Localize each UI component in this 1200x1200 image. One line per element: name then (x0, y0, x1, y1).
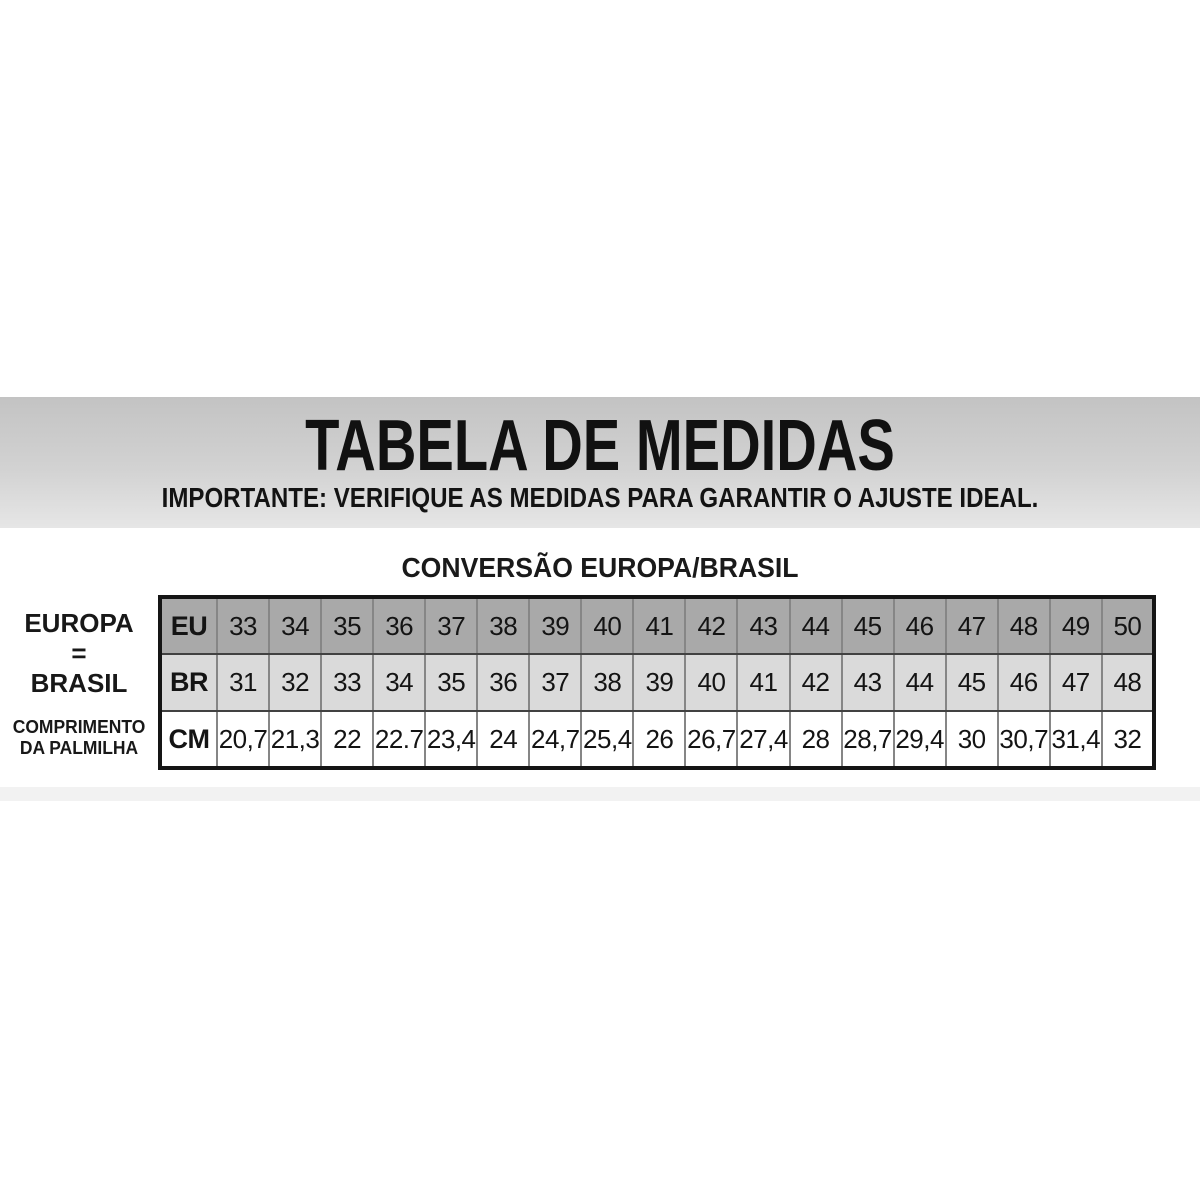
table-cell-eu: 40 (581, 597, 633, 654)
table-cell-eu: 43 (737, 597, 789, 654)
page-title: TABELA DE MEDIDAS (305, 406, 895, 486)
table-cell-br: 45 (946, 654, 998, 711)
table-cell-eu: 37 (425, 597, 477, 654)
table-cell-eu: 39 (529, 597, 581, 654)
table-cell-br: 44 (894, 654, 946, 711)
table-cell-cm: 28,7 (842, 711, 894, 768)
footer-band (0, 787, 1200, 801)
page-subtitle: IMPORTANTE: VERIFIQUE AS MEDIDAS PARA GARANTIR O AJUSTE IDEAL. (161, 482, 1039, 513)
table-cell-cm: 27,4 (737, 711, 789, 768)
row-header-eu: EU (160, 597, 217, 654)
size-table-body (160, 597, 1154, 768)
table-cell-br: 33 (321, 654, 373, 711)
table-cell-br: 34 (373, 654, 425, 711)
row-header-cm: CM (160, 711, 217, 768)
table-cell-cm: 32 (1102, 711, 1154, 768)
table-cell-cm: 25,4 (581, 711, 633, 768)
insole-label-line2: DA PALMILHA (19, 738, 139, 758)
table-cell-eu: 47 (946, 597, 998, 654)
insole-length-label (2, 717, 155, 759)
table-cell-cm: 26 (633, 711, 685, 768)
table-cell-eu: 45 (842, 597, 894, 654)
table-row-eu (160, 597, 1154, 654)
table-cell-br: 31 (217, 654, 269, 711)
table-cell-cm: 20,7 (217, 711, 269, 768)
table-cell-eu: 50 (1102, 597, 1154, 654)
table-cell-br: 38 (581, 654, 633, 711)
table-cell-eu: 33 (217, 597, 269, 654)
table-cell-cm: 31,4 (1050, 711, 1102, 768)
size-conversion-table (158, 595, 1156, 770)
table-row-cm (160, 711, 1154, 768)
table-cell-br: 47 (1050, 654, 1102, 711)
table-cell-br: 37 (529, 654, 581, 711)
table-cell-eu: 35 (321, 597, 373, 654)
table-cell-cm: 22 (321, 711, 373, 768)
table-cell-br: 41 (737, 654, 789, 711)
table-cell-eu: 48 (998, 597, 1050, 654)
conversion-table-title: CONVERSÃO EUROPA/BRASIL (401, 552, 799, 583)
insole-label-line1: COMPRIMENTO (12, 717, 146, 737)
table-cell-eu: 34 (269, 597, 321, 654)
table-cell-br: 39 (633, 654, 685, 711)
table-cell-eu: 46 (894, 597, 946, 654)
table-cell-br: 48 (1102, 654, 1154, 711)
europa-brasil-label (0, 608, 158, 698)
table-cell-cm: 26,7 (685, 711, 737, 768)
table-cell-cm: 21,3 (269, 711, 321, 768)
table-cell-eu: 38 (477, 597, 529, 654)
table-cell-eu: 42 (685, 597, 737, 654)
europa-label-line: EUROPA (24, 608, 134, 638)
table-cell-br: 40 (685, 654, 737, 711)
table-cell-br: 42 (790, 654, 842, 711)
table-cell-cm: 23,4 (425, 711, 477, 768)
table-cell-cm: 30 (946, 711, 998, 768)
table-cell-cm: 22.7 (373, 711, 425, 768)
table-cell-eu: 41 (633, 597, 685, 654)
table-cell-br: 43 (842, 654, 894, 711)
table-cell-cm: 28 (790, 711, 842, 768)
table-cell-br: 36 (477, 654, 529, 711)
header-panel (0, 397, 1200, 528)
table-cell-br: 32 (269, 654, 321, 711)
table-cell-eu: 49 (1050, 597, 1102, 654)
table-cell-cm: 29,4 (894, 711, 946, 768)
equals-label-line: = (71, 638, 87, 668)
table-row-br (160, 654, 1154, 711)
table-cell-cm: 24 (477, 711, 529, 768)
table-cell-eu: 44 (790, 597, 842, 654)
table-cell-cm: 30,7 (998, 711, 1050, 768)
table-cell-br: 46 (998, 654, 1050, 711)
brasil-label-line: BRASIL (30, 668, 128, 698)
row-header-br: BR (160, 654, 217, 711)
table-cell-cm: 24,7 (529, 711, 581, 768)
table-cell-eu: 36 (373, 597, 425, 654)
table-cell-br: 35 (425, 654, 477, 711)
